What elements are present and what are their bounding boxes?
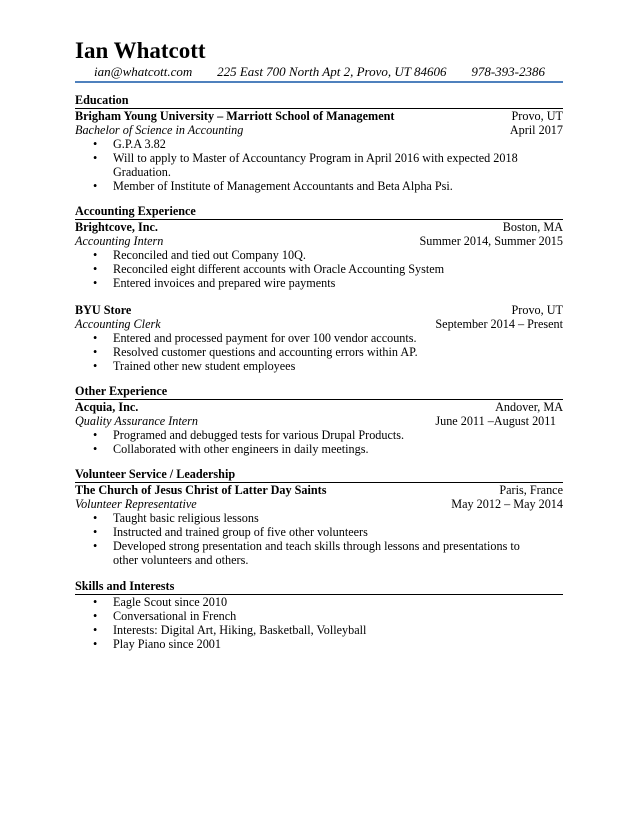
organization-location: Boston, MA xyxy=(502,220,563,234)
organization-location: Provo, UT xyxy=(511,109,563,123)
list-item: • Eagle Scout since 2010 xyxy=(75,595,563,609)
entry-header xyxy=(75,483,563,497)
list-item: • Programed and debugged tests for various Drupal Products. xyxy=(75,428,563,442)
list-item: • Member of Institute of Management Accountants and Beta Alpha Psi. xyxy=(75,179,563,193)
entry-subheader xyxy=(75,234,563,248)
education-section xyxy=(75,93,563,193)
phone-text: 978-393-2386 xyxy=(471,64,545,79)
organization-location: Paris, France xyxy=(499,483,563,497)
section-title-volunteer: Volunteer Service / Leadership xyxy=(75,467,236,481)
section-title-other: Other Experience xyxy=(75,384,168,398)
job-title: Accounting Intern xyxy=(75,234,164,248)
list-item: • Entered and processed payment for over 100 vendor accounts. xyxy=(75,331,563,345)
entry-date: May 2012 – May 2014 xyxy=(451,497,563,511)
email-text: ian@whatcott.com xyxy=(94,64,193,79)
entry-date: April 2017 xyxy=(509,123,563,137)
job-title: Accounting Clerk xyxy=(75,317,161,331)
list-item: • G.P.A 3.82 xyxy=(75,137,563,151)
entry-header xyxy=(75,303,563,317)
volunteer-section xyxy=(75,467,563,567)
section-title-education: Education xyxy=(75,93,129,107)
bullet-list xyxy=(75,331,563,373)
resume-page xyxy=(75,38,563,651)
bullet-list xyxy=(75,511,563,567)
list-item: • Developed strong presentation and teach skills through lessons and presentations to other volunteers and others. xyxy=(75,539,563,567)
entry-header xyxy=(75,400,563,414)
entry-date: June 2011 –August 2011 xyxy=(435,414,556,428)
job-title: Quality Assurance Intern xyxy=(75,414,198,428)
entry-subheader xyxy=(75,317,563,331)
list-item: • Taught basic religious lessons xyxy=(75,511,563,525)
contact-line xyxy=(75,64,563,80)
other-experience-section xyxy=(75,384,563,456)
list-item: • Entered invoices and prepared wire payments xyxy=(75,276,563,290)
skills-section xyxy=(75,579,563,651)
address-text: 225 East 700 North Apt 2, Provo, UT 84606 xyxy=(217,64,447,79)
entry-subheader xyxy=(75,414,563,428)
section-title-accounting: Accounting Experience xyxy=(75,204,196,218)
bullet-list xyxy=(75,595,563,651)
accounting-section xyxy=(75,204,563,373)
header-divider xyxy=(75,81,563,83)
job-title: Volunteer Representative xyxy=(75,497,197,511)
list-item: • Conversational in French xyxy=(75,609,563,623)
organization-name: Acquia, Inc. xyxy=(75,400,139,414)
list-item: • Reconciled eight different accounts with Oracle Accounting System xyxy=(75,262,563,276)
organization-name: BYU Store xyxy=(75,303,132,317)
entry-header xyxy=(75,220,563,234)
list-item: • Instructed and trained group of five other volunteers xyxy=(75,525,563,539)
entry-header xyxy=(75,109,563,123)
organization-name: Brigham Young University – Marriott School of Management xyxy=(75,109,395,123)
list-item: • Interests: Digital Art, Hiking, Basketball, Volleyball xyxy=(75,623,563,637)
list-item: • Reconciled and tied out Company 10Q. xyxy=(75,248,563,262)
list-item: • Play Piano since 2001 xyxy=(75,637,563,651)
entry-subheader xyxy=(75,497,563,511)
candidate-name: Ian Whatcott xyxy=(75,38,206,63)
bullet-list xyxy=(75,428,563,456)
degree-name: Bachelor of Science in Accounting xyxy=(75,123,244,137)
bullet-list xyxy=(75,248,563,290)
organization-name: Brightcove, Inc. xyxy=(75,220,158,234)
entry-date: Summer 2014, Summer 2015 xyxy=(419,234,563,248)
entry-subheader xyxy=(75,123,563,137)
list-item: • Resolved customer questions and accounting errors within AP. xyxy=(75,345,563,359)
organization-location: Provo, UT xyxy=(511,303,563,317)
list-item: • Will to apply to Master of Accountancy Program in April 2016 with expected 2018 Graduation. xyxy=(75,151,563,179)
section-title-skills: Skills and Interests xyxy=(75,579,175,593)
bullet-list xyxy=(75,137,563,193)
entry-spacer xyxy=(75,290,563,303)
organization-location: Andover, MA xyxy=(495,400,563,414)
list-item: • Trained other new student employees xyxy=(75,359,563,373)
list-item: • Collaborated with other engineers in daily meetings. xyxy=(75,442,563,456)
organization-name: The Church of Jesus Christ of Latter Day Saints xyxy=(75,483,327,497)
entry-date: September 2014 – Present xyxy=(435,317,563,331)
